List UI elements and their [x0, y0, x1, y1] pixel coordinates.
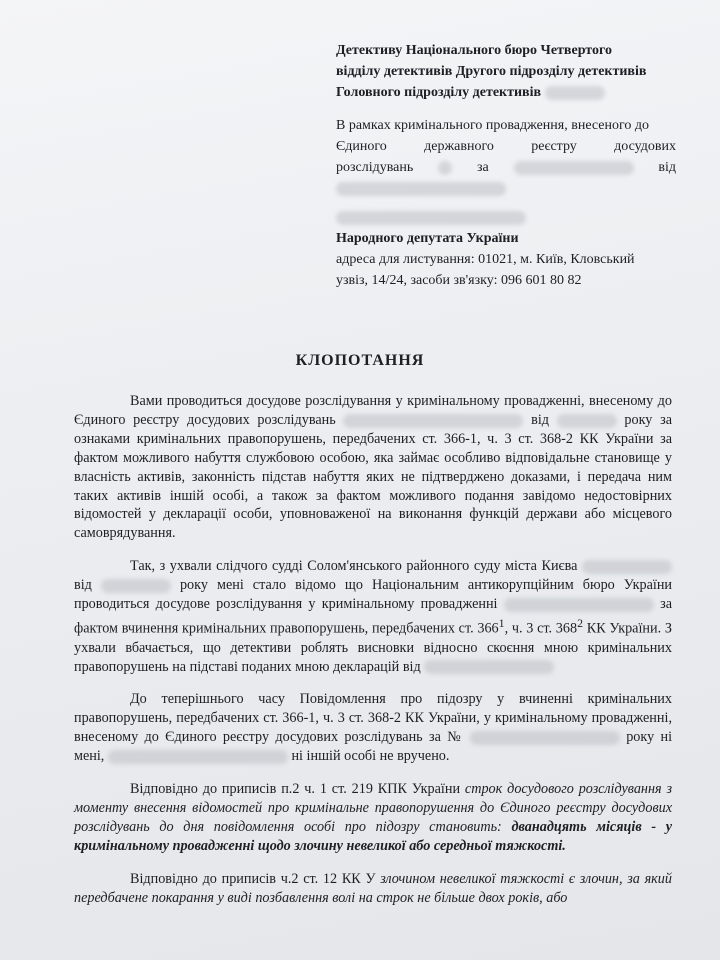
case-line-1: В рамках кримінального провадження, внесеного до	[336, 118, 649, 133]
case-line-2: Єдиного державного реєстру досудових	[336, 139, 677, 154]
paragraph-1: Вами проводиться досудове розслідування у кримінальному провадженні, внесеному до Єдиного реєстру досудових розслідувань від року за ознаками кримінальних правопорушень, передбачених ст. 366-1, ч. 3 ст. 368-2 КК України за фактом можливого набуття службовою особою, яка займає особливо відповідальне становище у власність активів, законність підстав набуття яких не підтверджено доказами, і передача ним таких активів іншій особі, а також за фактом можливого подання завідомо недостовірних відомостей у декларації особи, уповноваженої на виконання функцій держави або місцевого самоврядування.	[74, 393, 673, 542]
paragraph-4: Відповідно до приписів п.2 ч. 1 ст. 219 КПК України строк досудового розслідування з моменту внесення відомостей про кримінальне правопорушення до Єдиного реєстру досудових розслідувань до дня повідомлення особі про підозру становить: дванадцять місяців - у кримінальному провадженні щодо злочину невеликої або середньої тяжкості.	[74, 781, 673, 854]
redacted-date	[101, 579, 171, 593]
addressee-line-3: Головного підрозділу детективів	[336, 82, 676, 103]
document-title: КЛОПОТАННЯ	[295, 352, 425, 369]
paragraph-3: До теперішнього часу Повідомлення про підозру у вчиненні кримінальних правопорушень, передбачених ст. 366-1, ч. 3 ст. 368-2 КК України, у кримінальному провадженні, внесеному до Єдиного реєстру досудових розслідувань за № року ні мені, ні іншій особі не вручено.	[74, 691, 673, 765]
redacted-name	[108, 750, 288, 764]
sender-title: Народного депутата України	[336, 231, 519, 246]
sender-address-1: адреса для листування: 01021, м. Київ, Кловський	[336, 252, 635, 267]
redacted-name	[545, 86, 605, 100]
redacted-ruling-number	[582, 560, 672, 574]
case-line-4	[336, 178, 676, 199]
redacted-case-number	[504, 598, 654, 612]
document-body	[74, 392, 672, 921]
redacted-case-number	[343, 414, 523, 428]
redacted-sender-name	[336, 211, 526, 225]
document-header	[336, 40, 676, 291]
redacted-date	[336, 182, 506, 196]
redacted-case-number	[514, 161, 634, 175]
sender-name-line	[336, 207, 676, 228]
addressee-line-1: Детективу Національного бюро Четвертого	[336, 43, 612, 58]
sender-address-2: узвіз, 14/24, засоби зв'язку: 096 601 80 82	[336, 273, 582, 288]
paragraph-2: Так, з ухвали слідчого судді Солом'янського районного суду міста Києва від року мені стало відомо що Національним антикорупційним бюро України проводиться досудове розслідування у кримінальному провадженні за фактом вчинення кримінальних правопорушень, передбачених ст. $366^1$, ч. 3 ст. $368^2$ КК України. З ухвали вбачається, що детективи роблять висновки відносно скоєння мною кримінальних правопорушень на підставі поданих мною декларацій від	[74, 558, 673, 675]
redacted-case-number	[470, 731, 620, 745]
redacted-dates	[424, 660, 554, 674]
addressee-line-2: відділу детективів Другого підрозділу детективів	[336, 64, 647, 79]
redacted-number	[438, 161, 452, 175]
case-line-3: розслідувань за від	[336, 160, 677, 175]
paragraph-5: Відповідно до приписів ч.2 ст. 12 КК У злочином невеликої тяжкості є злочин, за який передбачене покарання у виді позбавлення волі на строк не більше двох років, або	[74, 870, 672, 906]
redacted-date	[557, 414, 617, 428]
